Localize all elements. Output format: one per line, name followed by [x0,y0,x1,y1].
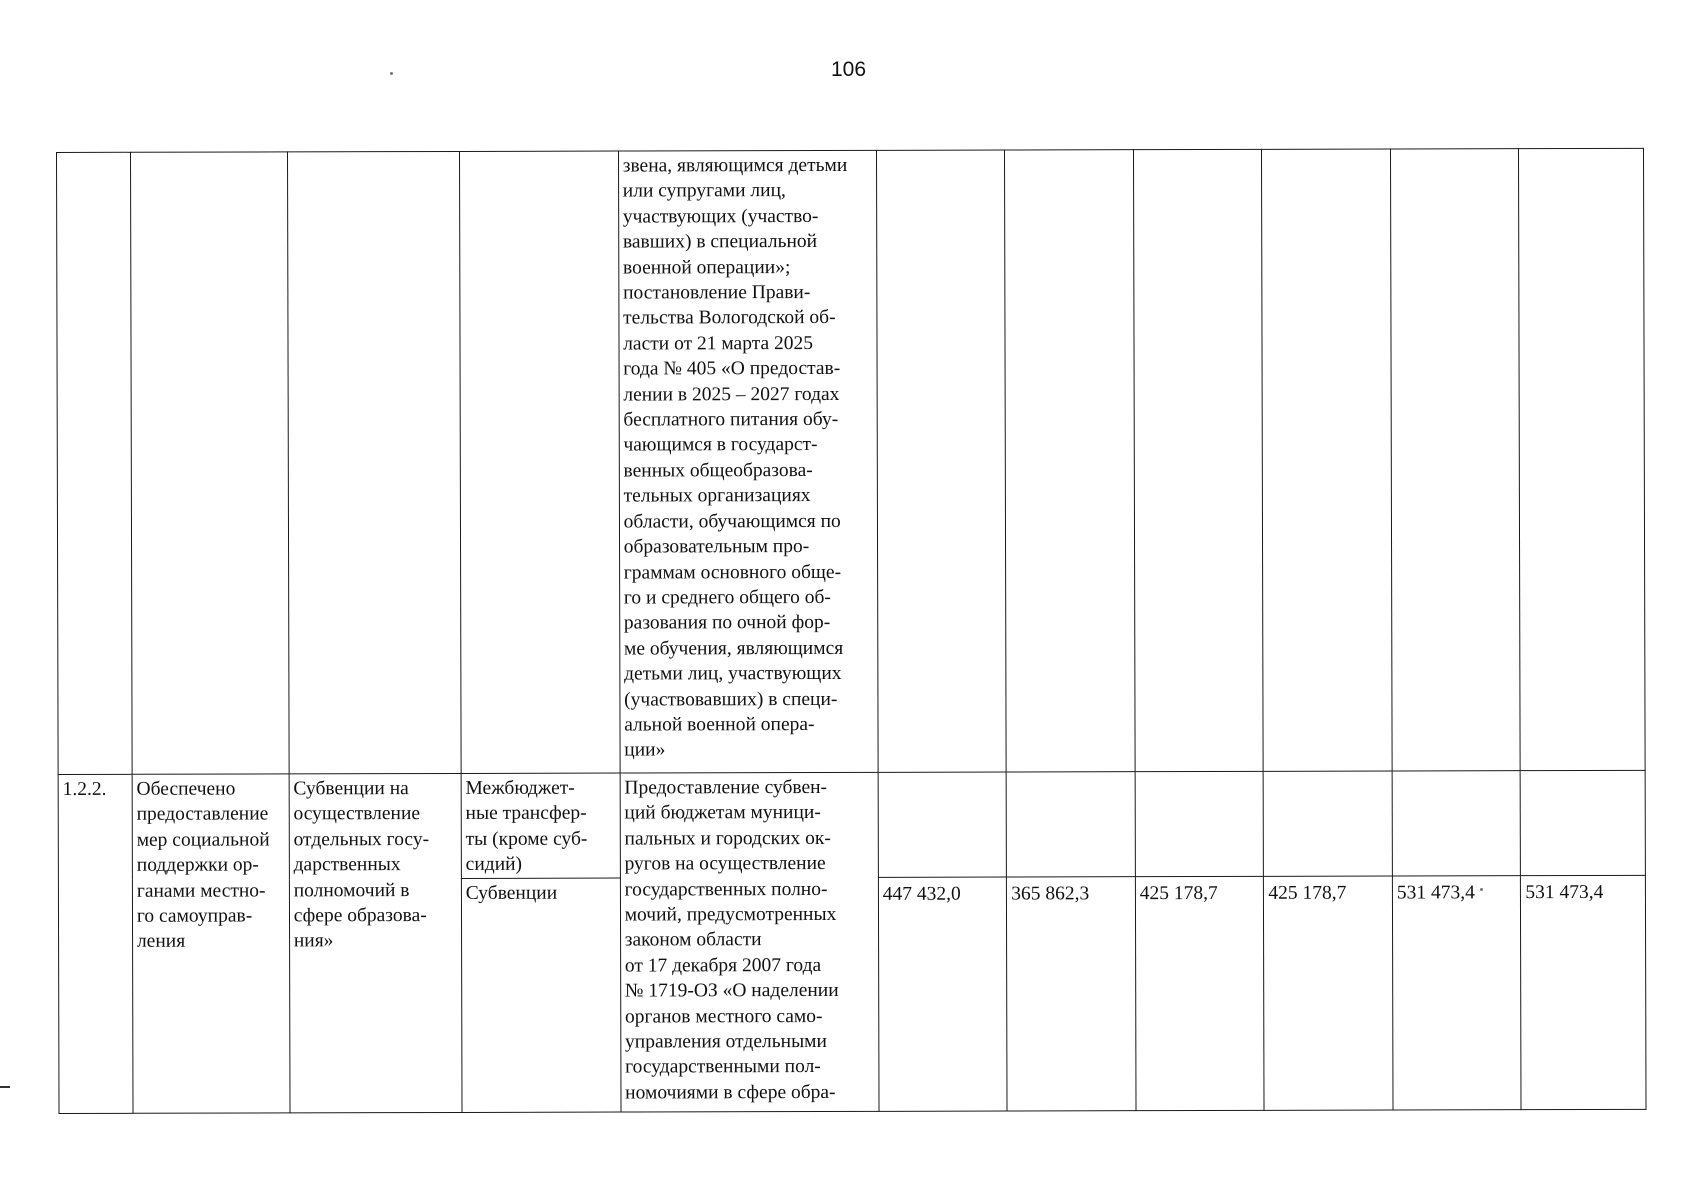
cell-legal-basis: звена, являющимся детьми или супругами лиц, участвующих (участво- вавших) в специальной военной операции»; постановление Прави- тельства Вологодской об- ласти от 21 марта 2025 года № 405 «О предостав- лении в 2025 – 2027 годах бесплатного питания обу- чающимся в государст- венных общеобразова- тельных организациях области, обучающимся по образовательным про- граммам основного обще- го и среднего общего об- разования по очной фор- ме обучения, являющимся детьми лиц, участвующих (участвовавших) в специ- альной военной опера- ции» [618,150,878,773]
cell-value-5 [1390,149,1520,771]
cell-value-4: 425 178,7 [1264,876,1393,1110]
cell-value-3: 425 178,7 [1135,876,1264,1110]
cell-type-subventions: Субвенции [461,878,621,1112]
cell-value-6: 531 473,4 [1521,875,1646,1109]
scan-artifact-mark [0,1086,10,1088]
cell-value-3 [1133,149,1263,771]
table-row-continuation [57,148,1646,774]
budget-table [56,148,1647,1114]
cell-value-6 [1519,148,1645,770]
cell-empty [878,772,1007,877]
cell-empty [1006,772,1135,877]
cell-empty [1135,771,1264,876]
cell-type-interbudget: Межбюджет- ные трансфер- ты (кроме суб- сидий) [461,773,620,878]
cell-value-1: 447 432,0 [878,877,1007,1111]
cell-value-2: 365 862,3 [1007,877,1136,1111]
cell-number: 1.2.2. [58,774,133,1113]
cell-result [130,152,289,774]
scan-speck [1480,888,1483,891]
cell-event [287,151,461,773]
cell-value-2 [1005,150,1135,772]
table-row-1-2-2 [58,770,1645,879]
cell-value-1 [876,150,1006,772]
cell-result: Обеспечено предоставление мер социальной поддержки ор- ганами местно- го самоуправ- ления [132,774,290,1113]
cell-number [57,152,133,774]
cell-empty [1263,771,1392,876]
cell-legal-basis: Предоставление субвен- ций бюджетам муници- пальных и городских ок- ругов на осуществление государственных полно- мочий, предусмотренных законом области от 17 декабря 2007 года № 1719-ОЗ «О наделении органов местного само- управления отдельными государственными пол- номочиями в сфере обра- [620,772,879,1112]
scan-speck [390,72,393,75]
cell-empty [1392,771,1521,876]
cell-value-4 [1262,149,1392,771]
cell-empty [1521,770,1646,875]
cell-value-5: 531 473,4 [1392,876,1521,1110]
cell-type [459,151,620,773]
page-number: 106 [830,58,867,81]
cell-event: Субвенции на осуществление отдельных госу- дарственных полномочий в сфере образова- ния» [289,773,462,1112]
